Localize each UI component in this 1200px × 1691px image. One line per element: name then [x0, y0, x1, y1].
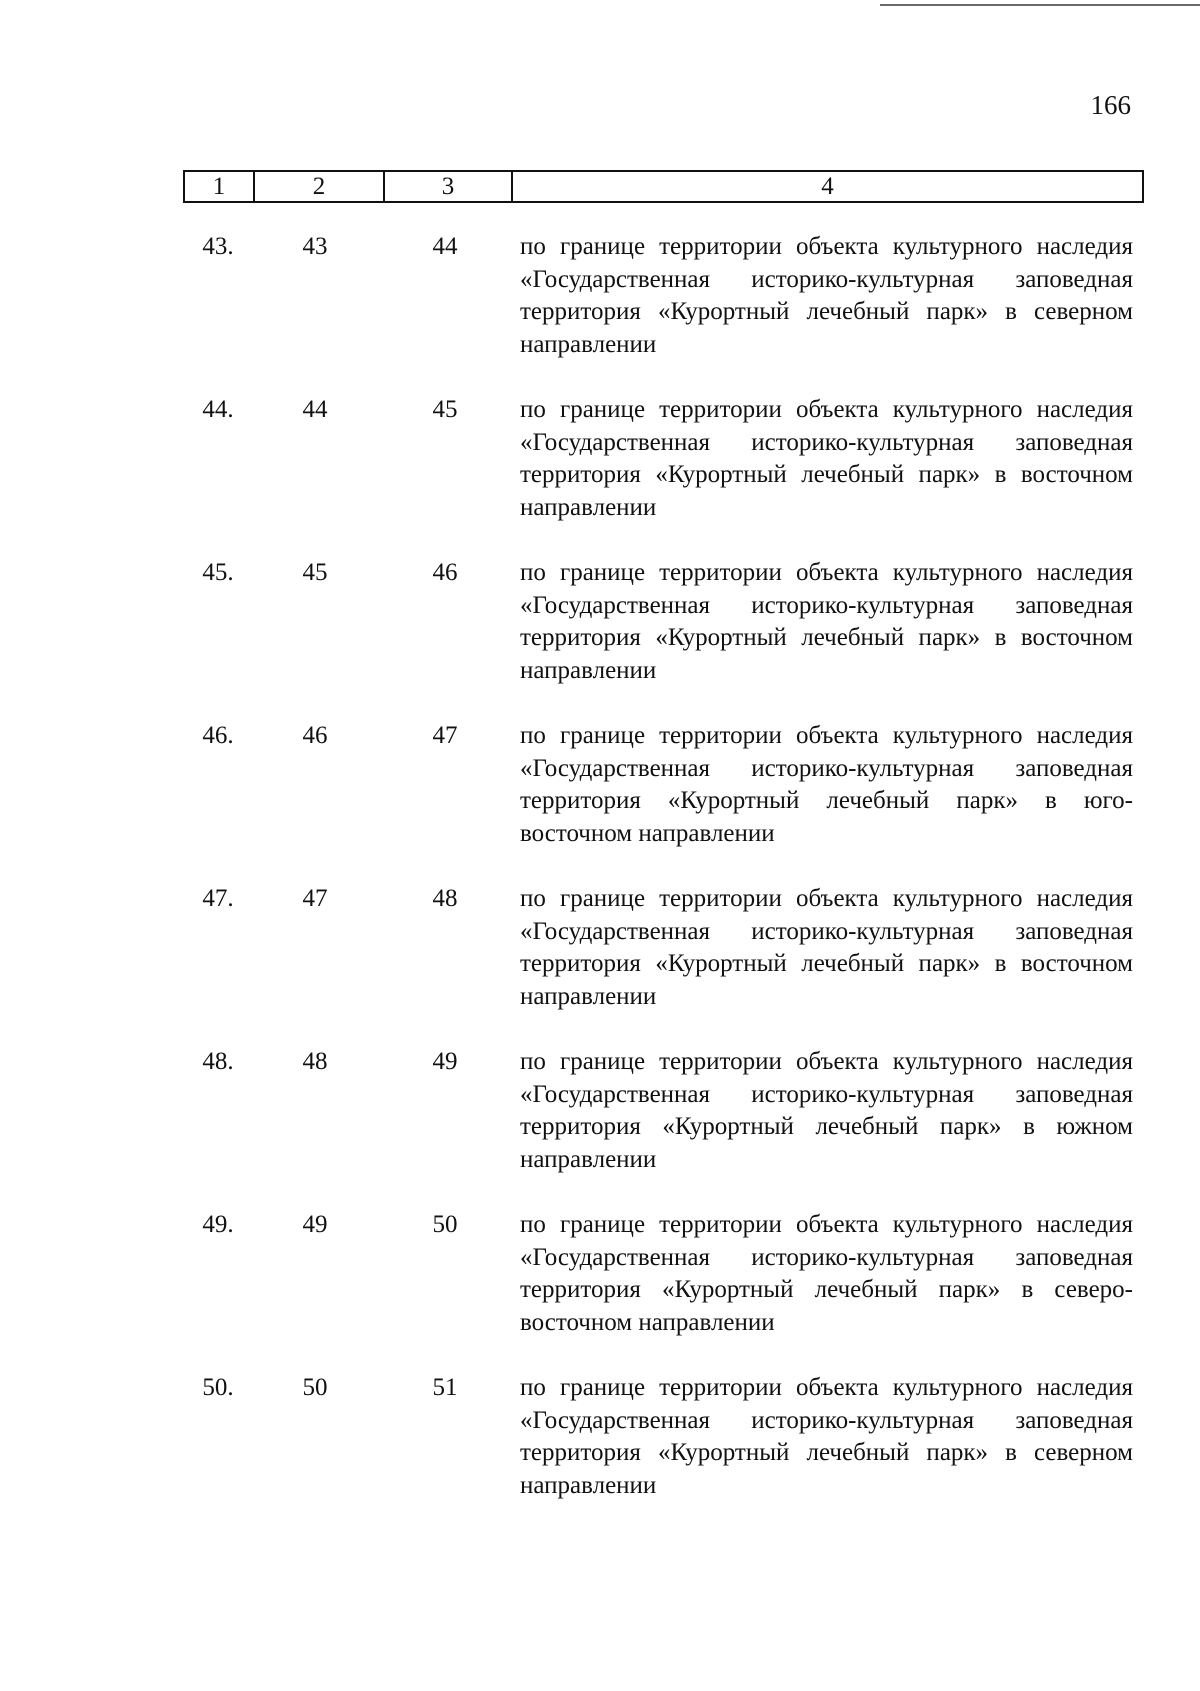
point-to: 47 — [432, 722, 458, 749]
boundary-description: по границе территории объекта культурного наследия «Государственная историко-культурная заповедная территория «Курортный лечебный парк» в северном направлении — [520, 233, 1133, 358]
point-from: 50 — [302, 1374, 328, 1401]
boundary-description: по границе территории объекта культурного наследия «Государственная историко-культурная заповедная территория «Курортный лечебный парк» в юго-восточном направлении — [520, 722, 1133, 847]
point-from: 43 — [302, 233, 328, 260]
row-number: 50. — [202, 1374, 234, 1401]
row-number: 43. — [202, 233, 234, 260]
scan-edge-line — [880, 4, 1200, 6]
row-number: 44. — [202, 396, 234, 423]
table-row — [0, 1366, 1200, 1529]
row-number: 45. — [202, 559, 234, 586]
row-number: 46. — [202, 722, 234, 749]
point-to: 44 — [432, 233, 458, 260]
point-from: 46 — [302, 722, 328, 749]
point-from: 47 — [302, 885, 328, 912]
point-to: 48 — [432, 885, 458, 912]
table-row — [0, 1203, 1200, 1366]
table-column-header — [183, 170, 1144, 203]
point-from: 49 — [302, 1211, 328, 1238]
point-from: 48 — [302, 1048, 328, 1075]
boundary-description: по границе территории объекта культурного наследия «Государственная историко-культурная заповедная территория «Курортный лечебный парк» в восточном направлении — [520, 559, 1133, 684]
point-to: 49 — [432, 1048, 458, 1075]
point-to: 45 — [432, 396, 458, 423]
table-row — [0, 225, 1200, 388]
table-row — [0, 551, 1200, 714]
row-number: 47. — [202, 885, 234, 912]
boundary-description: по границе территории объекта культурного наследия «Государственная историко-культурная заповедная территория «Курортный лечебный парк» в северном направлении — [520, 1374, 1133, 1499]
table-row — [0, 877, 1200, 1040]
table-row — [0, 714, 1200, 877]
boundary-description: по границе территории объекта культурного наследия «Государственная историко-культурная заповедная территория «Курортный лечебный парк» в восточном направлении — [520, 396, 1133, 521]
point-to: 46 — [432, 559, 458, 586]
point-to: 50 — [432, 1211, 458, 1238]
row-number: 48. — [202, 1048, 234, 1075]
column-header-1: 1 — [185, 172, 255, 201]
point-from: 45 — [302, 559, 328, 586]
point-from: 44 — [302, 396, 328, 423]
table-body — [0, 225, 1200, 1529]
page-number: 166 — [1090, 90, 1131, 120]
table-row — [0, 1040, 1200, 1203]
column-header-4: 4 — [821, 172, 834, 200]
table-row — [0, 388, 1200, 551]
boundary-description: по границе территории объекта культурного наследия «Государственная историко-культурная заповедная территория «Курортный лечебный парк» в северо-восточном направлении — [520, 1211, 1133, 1336]
row-number: 49. — [202, 1211, 234, 1238]
boundary-description: по границе территории объекта культурного наследия «Государственная историко-культурная заповедная территория «Курортный лечебный парк» в восточном направлении — [520, 885, 1133, 1010]
point-to: 51 — [432, 1374, 458, 1401]
column-header-2: 2 — [255, 172, 385, 201]
boundary-description: по границе территории объекта культурного наследия «Государственная историко-культурная заповедная территория «Курортный лечебный парк» в южном направлении — [520, 1048, 1133, 1173]
column-header-3: 3 — [385, 172, 513, 201]
